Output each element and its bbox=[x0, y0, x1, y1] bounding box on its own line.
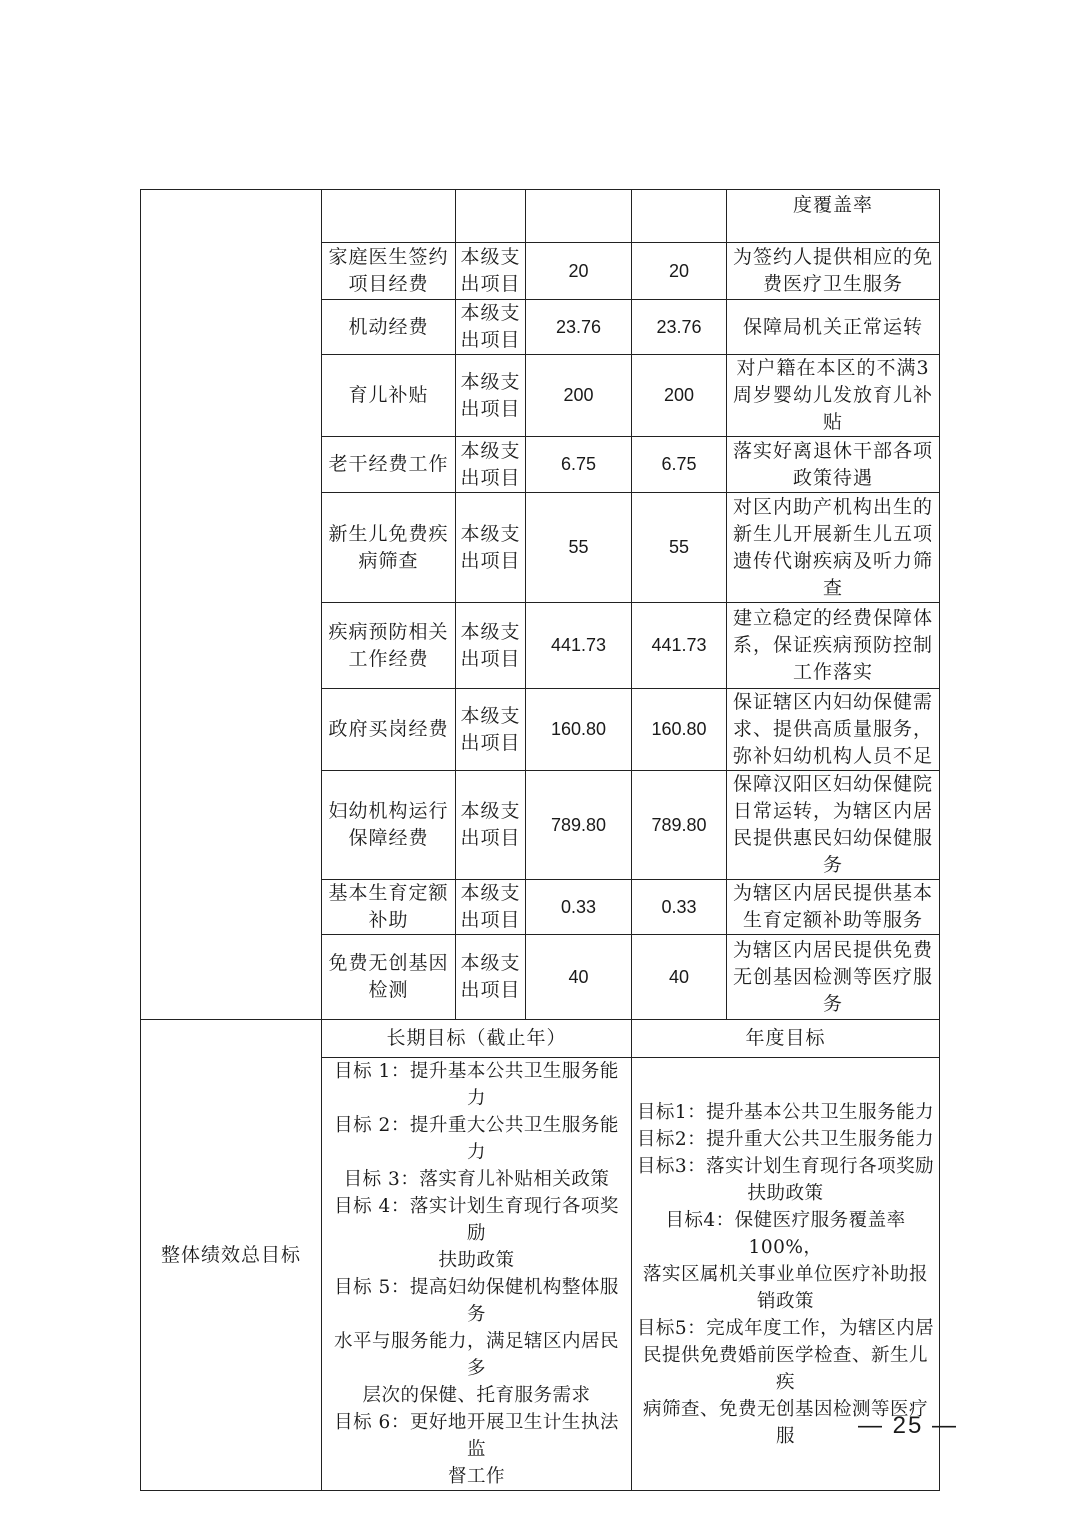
goal-line: 落实区属机关事业单位医疗补助报 bbox=[642, 1263, 928, 1285]
item-type-cell: 本级支出项目 bbox=[456, 771, 526, 880]
goal-line: 扶助政策 bbox=[438, 1250, 515, 1271]
item-type-cell: 本级支出项目 bbox=[456, 355, 526, 437]
item-type-cell: 本级支出项目 bbox=[456, 935, 526, 1020]
item-amount-cell: 200 bbox=[526, 355, 632, 437]
item-amount-cell: 441.73 bbox=[526, 603, 632, 689]
item-type-cell: 本级支出项目 bbox=[456, 243, 526, 300]
page-number: — 25 — bbox=[858, 1412, 959, 1439]
goal-line: 目标3：落实计划生育现行各项奖励 bbox=[636, 1155, 935, 1177]
item-name-cell: 免费无创基因检测 bbox=[322, 935, 456, 1020]
item-desc-cell: 保障汉阳区妇幼保健院日常运转，为辖区内居民提供惠民妇幼保健服务 bbox=[727, 771, 940, 880]
item-name-cell: 新生儿免费疾病筛查 bbox=[322, 493, 456, 603]
item-name-cell: 基本生育定额补助 bbox=[322, 880, 456, 935]
item-amount2-cell: 0.33 bbox=[632, 880, 727, 935]
item-type-cell: 本级支出项目 bbox=[456, 689, 526, 771]
left-blank-cell bbox=[141, 190, 322, 1020]
goal-line: 病筛查、免费无创基因检测等医疗服 bbox=[642, 1398, 928, 1447]
type-cell bbox=[456, 190, 526, 243]
item-name-cell: 机动经费 bbox=[322, 300, 456, 355]
goal-line: 目标2：提升重大公共卫生服务能力 bbox=[636, 1128, 935, 1150]
item-amount2-cell: 200 bbox=[632, 355, 727, 437]
item-desc-cell: 为辖区内居民提供免费无创基因检测等医疗服务 bbox=[727, 935, 940, 1020]
item-type-cell: 本级支出项目 bbox=[456, 880, 526, 935]
long-term-header: 长期目标（截止年） bbox=[322, 1020, 632, 1058]
item-amount-cell: 6.75 bbox=[526, 437, 632, 493]
item-amount2-cell: 55 bbox=[632, 493, 727, 603]
goal-line: 督工作 bbox=[447, 1466, 505, 1487]
goal-line: 水平与服务能力，满足辖区内居民多 bbox=[333, 1331, 619, 1379]
item-amount-cell: 23.76 bbox=[526, 300, 632, 355]
item-type-cell: 本级支出项目 bbox=[456, 437, 526, 493]
budget-table bbox=[140, 189, 940, 1491]
goal-line: 目标1：提升基本公共卫生服务能力 bbox=[636, 1101, 935, 1123]
item-amount-cell: 789.80 bbox=[526, 771, 632, 880]
item-desc-cell: 保障局机关正常运转 bbox=[727, 300, 940, 355]
goal-line: 目标 6：更好地开展卫生计生执法监 bbox=[334, 1412, 619, 1460]
annual-header: 年度目标 bbox=[632, 1020, 940, 1058]
goal-line: 目标4：保健医疗服务覆盖率 100%， bbox=[665, 1209, 906, 1258]
goal-line: 层次的保健、托育服务需求 bbox=[362, 1385, 591, 1406]
item-name-cell: 育儿补贴 bbox=[322, 355, 456, 437]
item-amount2-cell: 160.80 bbox=[632, 689, 727, 771]
goal-line: 销政策 bbox=[756, 1290, 814, 1312]
item-amount2-cell: 6.75 bbox=[632, 437, 727, 493]
item-desc-cell: 对区内助产机构出生的新生儿开展新生儿五项遗传代谢疾病及听力筛查 bbox=[727, 493, 940, 603]
item-amount2-cell: 40 bbox=[632, 935, 727, 1020]
goal-line: 目标 4：落实计划生育现行各项奖励 bbox=[334, 1196, 619, 1244]
long-term-goals bbox=[322, 1058, 632, 1491]
item-name-cell: 疾病预防相关工作经费 bbox=[322, 603, 456, 689]
item-amount-cell: 20 bbox=[526, 243, 632, 300]
goal-line: 目标 2：提升重大公共卫生服务能力 bbox=[334, 1115, 619, 1163]
goal-line: 扶助政策 bbox=[747, 1182, 824, 1204]
item-name-cell: 老干经费工作 bbox=[322, 437, 456, 493]
item-amount-cell: 160.80 bbox=[526, 689, 632, 771]
goal-line: 目标 5：提高妇幼保健机构整体服务 bbox=[334, 1277, 619, 1325]
desc-cell: 度覆盖率 bbox=[727, 190, 940, 243]
performance-header-row bbox=[141, 1020, 940, 1058]
item-type-cell: 本级支出项目 bbox=[456, 493, 526, 603]
item-desc-cell: 为辖区内居民提供基本生育定额补助等服务 bbox=[727, 880, 940, 935]
item-desc-cell: 落实好离退休干部各项政策待遇 bbox=[727, 437, 940, 493]
item-type-cell: 本级支出项目 bbox=[456, 300, 526, 355]
item-amount2-cell: 23.76 bbox=[632, 300, 727, 355]
item-amount-cell: 0.33 bbox=[526, 880, 632, 935]
item-desc-cell: 为签约人提供相应的免费医疗卫生服务 bbox=[727, 243, 940, 300]
item-desc-cell: 对户籍在本区的不满3周岁婴幼儿发放育儿补贴 bbox=[727, 355, 940, 437]
item-amount2-cell: 441.73 bbox=[632, 603, 727, 689]
item-name-cell: 家庭医生签约项目经费 bbox=[322, 243, 456, 300]
amount2-cell bbox=[632, 190, 727, 243]
goal-line: 目标 1：提升基本公共卫生服务能力 bbox=[334, 1061, 619, 1109]
item-desc-cell: 建立稳定的经费保障体系，保证疾病预防控制工作落实 bbox=[727, 603, 940, 689]
item-amount2-cell: 789.80 bbox=[632, 771, 727, 880]
item-name-cell: 妇幼机构运行保障经费 bbox=[322, 771, 456, 880]
name-cell bbox=[322, 190, 456, 243]
item-name-cell: 政府买岗经费 bbox=[322, 689, 456, 771]
goal-line: 民提供免费婚前医学检查、新生儿疾 bbox=[642, 1344, 928, 1393]
item-desc-cell: 保证辖区内妇幼保健需求、提供高质量服务，弥补妇幼机构人员不足 bbox=[727, 689, 940, 771]
goal-line: 目标5：完成年度工作，为辖区内居 bbox=[636, 1317, 935, 1339]
item-amount-cell: 40 bbox=[526, 935, 632, 1020]
table-row bbox=[141, 190, 940, 243]
amount-cell bbox=[526, 190, 632, 243]
goal-line: 目标 3：落实育儿补贴相关政策 bbox=[343, 1169, 610, 1190]
item-amount-cell: 55 bbox=[526, 493, 632, 603]
performance-label: 整体绩效总目标 bbox=[141, 1020, 322, 1491]
item-type-cell: 本级支出项目 bbox=[456, 603, 526, 689]
item-amount2-cell: 20 bbox=[632, 243, 727, 300]
